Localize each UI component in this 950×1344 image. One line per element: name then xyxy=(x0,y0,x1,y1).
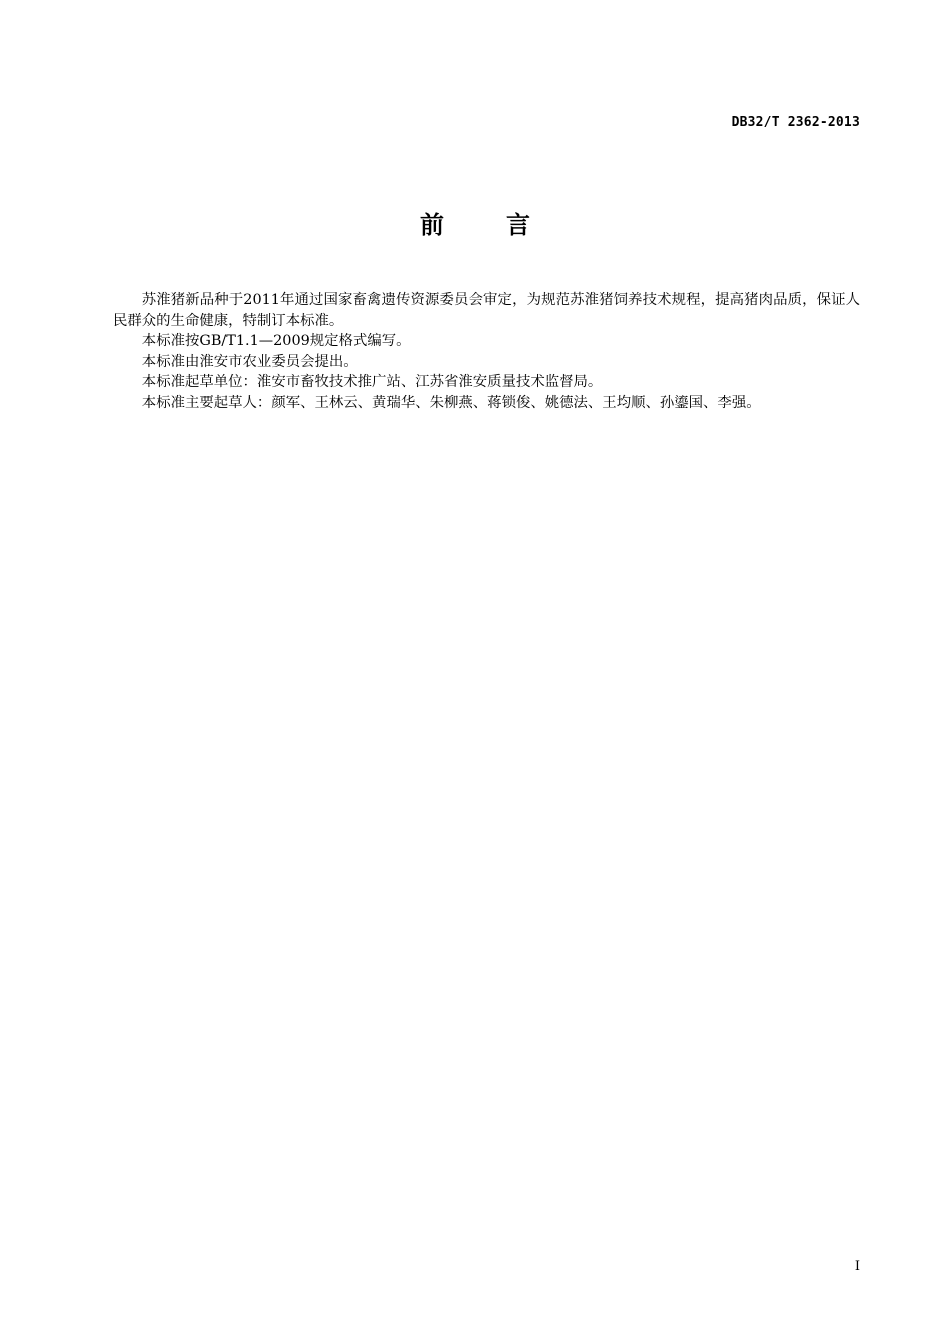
page-number: I xyxy=(854,1259,860,1274)
standard-number: DB32/T 2362-2013 xyxy=(731,115,860,130)
paragraph-intro: 苏淮猪新品种于2011年通过国家畜禽遗传资源委员会审定，为规范苏淮猪饲养技术规程，提高猪肉品质，保证人民群众的生命健康，特制订本标准。 xyxy=(113,292,860,329)
title-char-2: 言 xyxy=(506,211,530,239)
foreword-body xyxy=(113,290,860,413)
paragraph-format: 本标准按GB/T1.1—2009规定格式编写。 xyxy=(141,333,411,349)
title-char-1: 前 xyxy=(420,211,444,239)
paragraph-proposer: 本标准由淮安市农业委员会提出。 xyxy=(141,353,358,370)
page-title xyxy=(0,205,950,240)
paragraph-drafting-units: 本标准起草单位：淮安市畜牧技术推广站、江苏省淮安质量技术监督局。 xyxy=(141,374,603,390)
paragraph-drafters: 本标准主要起草人：颜军、王林云、黄瑞华、朱柳燕、蒋锁俊、姚德法、王均顺、孙鎏国、李强。 xyxy=(141,394,761,411)
